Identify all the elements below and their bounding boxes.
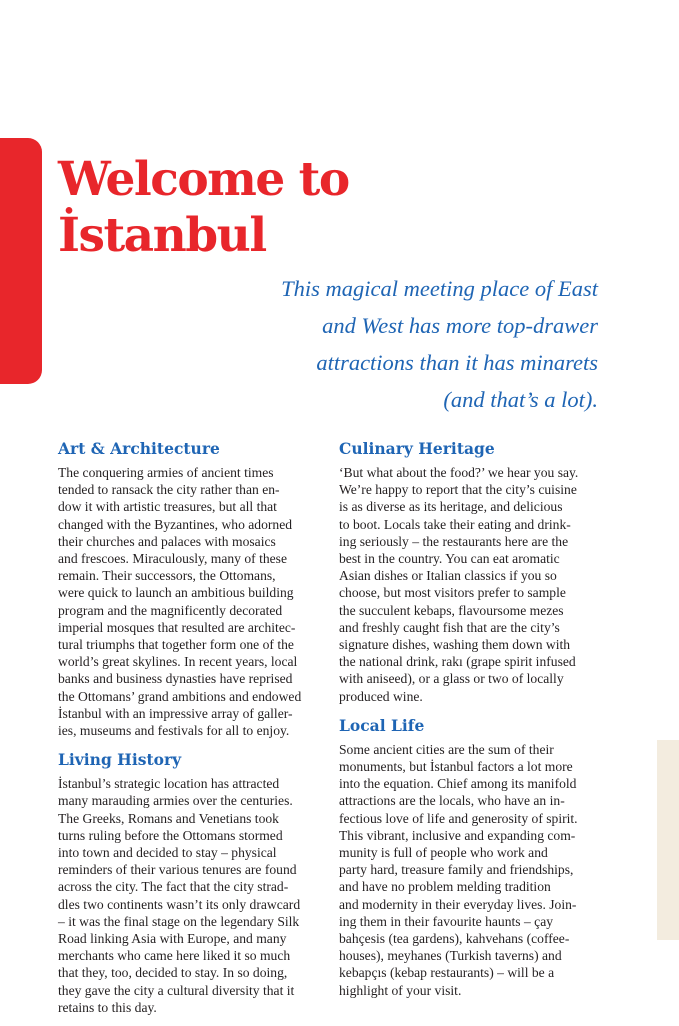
body-line: – it was the final stage on the legendary Silk <box>58 913 300 929</box>
body-line: across the city. The fact that the city strad- <box>58 879 289 895</box>
body-line: ies, museums and festivals for all to enjoy. <box>58 723 290 739</box>
body-line: tended to ransack the city rather than en- <box>58 482 280 498</box>
body-line: dow it with artistic treasures, but all that <box>58 499 277 515</box>
section-heading: Local Life <box>339 715 425 735</box>
body-line: The conquering armies of ancient times <box>58 465 274 480</box>
body-line: the succulent kebaps, flavoursome mezes <box>339 602 564 618</box>
body-line: We’re happy to report that the city’s cuisine <box>339 482 577 498</box>
section-heading: Art & Architecture <box>58 439 220 458</box>
body-line: highlight of your visit. <box>339 982 462 998</box>
body-line: fectious love of life and generosity of spirit. <box>339 810 578 826</box>
section-body <box>58 464 320 739</box>
section-art-architecture <box>58 438 320 739</box>
body-line: and have no problem melding tradition <box>339 879 551 895</box>
body-line: produced wine. <box>339 688 423 704</box>
section-living-history <box>58 749 320 1016</box>
body-line: they gave the city a cultural diversity that it <box>58 982 295 998</box>
body-line: remain. Their successors, the Ottomans, <box>58 568 276 584</box>
tagline-line: attractions than it has minarets <box>316 350 598 375</box>
body-line: their churches and palaces with mosaics <box>58 533 276 549</box>
body-line: bahçesis (tea gardens), kahvehans (coffee- <box>339 931 570 947</box>
body-line: party hard, treasure family and friendships, <box>339 862 574 878</box>
body-line: This vibrant, inclusive and expanding com- <box>339 827 576 843</box>
body-line: imperial mosques that resulted are architec- <box>58 619 296 635</box>
body-line: world’s great skylines. In recent years, local <box>58 654 298 670</box>
body-line: The Greeks, Romans and Venetians took <box>58 810 279 826</box>
body-line: turns ruling before the Ottomans stormed <box>58 827 283 843</box>
body-line: kebapçıs (kebap restaurants) – will be a <box>339 965 555 981</box>
section-body <box>58 775 320 1016</box>
section-edge-tab <box>657 740 679 940</box>
body-line: reminders of their various tenures are found <box>58 862 297 878</box>
body-line: the national drink, rakı (grape spirit infused <box>339 654 576 670</box>
body-line: merchants who came here liked it so much <box>58 948 291 964</box>
body-line: were quick to launch an ambitious building <box>58 585 294 601</box>
body-line: the Ottomans’ grand ambitions and endowed <box>58 688 302 704</box>
page-title <box>58 152 618 264</box>
tagline-line: (and that’s a lot). <box>443 387 598 412</box>
body-line: and modernity in their everyday lives. Join- <box>339 896 577 912</box>
body-line: dles two continents wasn’t its only drawcard <box>58 896 301 912</box>
section-body <box>339 464 601 705</box>
body-line: ing seriously – the restaurants here are the <box>339 533 569 549</box>
title-line: İstanbul <box>58 208 266 263</box>
body-line: into town and decided to stay – physical <box>58 845 277 861</box>
body-line: with aniseed), or a glass or two of locally <box>339 671 564 687</box>
body-line: that they, too, decided to stay. In so doing, <box>58 965 288 981</box>
section-body <box>339 741 601 999</box>
body-line: tural triumphs that together form one of the <box>58 637 294 653</box>
right-column <box>339 438 601 1009</box>
body-line: banks and business dynasties have reprised <box>58 671 293 687</box>
section-local-life <box>339 715 601 999</box>
body-line: signature dishes, washing them down with <box>339 637 571 653</box>
tagline-line: This magical meeting place of East <box>281 276 598 301</box>
body-line: changed with the Byzantines, who adorned <box>58 516 293 532</box>
body-line: best in the country. You can eat aromatic <box>339 551 560 567</box>
body-line: monuments, but İstanbul factors a lot more <box>339 759 573 775</box>
body-line: ‘But what about the food?’ we hear you say. <box>339 465 579 480</box>
section-heading: Living History <box>58 750 182 770</box>
body-line: to boot. Locals take their eating and drink- <box>339 516 571 532</box>
body-line: Some ancient cities are the sum of their <box>339 741 554 757</box>
left-column <box>58 438 320 1026</box>
body-line: many marauding armies over the centuries. <box>58 793 293 809</box>
body-line: choose, but most visitors prefer to sample <box>339 585 566 601</box>
body-line: Asian dishes or Italian classics if you so <box>339 568 557 584</box>
body-line: İstanbul’s strategic location has attracted <box>58 776 280 792</box>
body-line: and frescoes. Miraculously, many of these <box>58 551 288 567</box>
chapter-tab-marker <box>0 138 42 384</box>
body-line: İstanbul with an impressive array of galler- <box>58 705 293 721</box>
title-line: Welcome to <box>58 152 349 207</box>
tagline-line: and West has more top-drawer <box>322 313 598 338</box>
body-line: munity is full of people who work and <box>339 845 548 861</box>
body-line: houses), meyhanes (Turkish taverns) and <box>339 948 562 964</box>
body-line: program and the magnificently decorated <box>58 602 283 618</box>
section-heading: Culinary Heritage <box>339 439 495 458</box>
body-line: retains to this day. <box>58 999 157 1015</box>
intro-tagline <box>200 270 598 418</box>
body-line: and freshly caught fish that are the city’s <box>339 619 560 635</box>
body-line: ing them in their favourite haunts – çay <box>339 913 554 929</box>
section-culinary-heritage <box>339 438 601 705</box>
body-line: Road linking Asia with Europe, and many <box>58 931 287 947</box>
body-line: attractions are the locals, who have an in- <box>339 793 565 809</box>
body-line: into the equation. Chief among its manifold <box>339 776 577 792</box>
body-line: is as diverse as its heritage, and delicious <box>339 499 563 515</box>
